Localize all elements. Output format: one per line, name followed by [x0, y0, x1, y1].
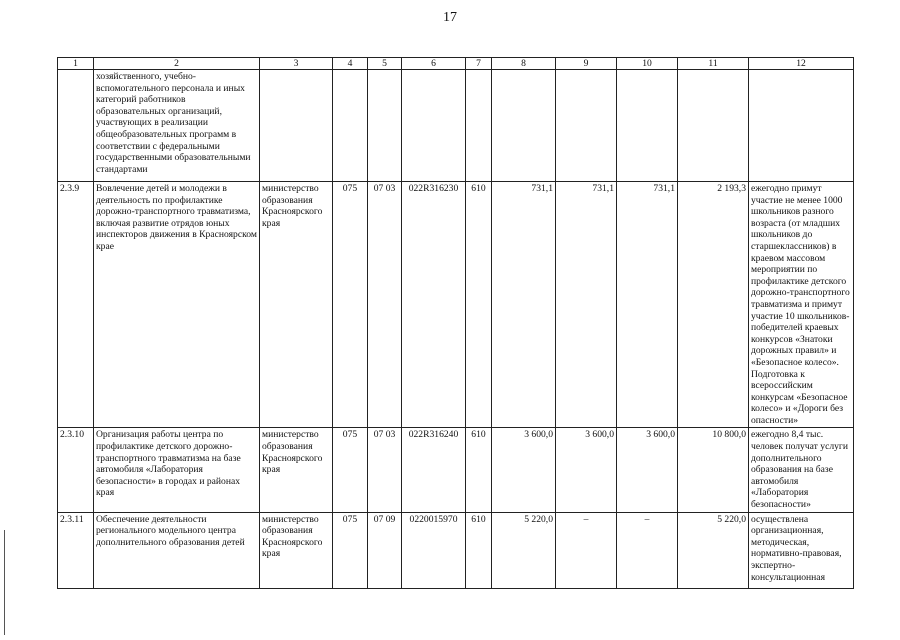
table-row-continuation — [58, 70, 854, 182]
table-row — [58, 182, 854, 428]
cell-year1: 731,1 — [492, 182, 556, 428]
table-row — [58, 428, 854, 512]
column-header: 6 — [402, 58, 466, 70]
cell-name: Обеспечение деятельности регионального модельного центра дополнительного образования детей — [94, 512, 260, 588]
cell-executor: министерство образования Красноярского края — [260, 512, 333, 588]
column-header: 1 — [58, 58, 94, 70]
cell-grbs: 075 — [333, 182, 368, 428]
budget-table — [57, 57, 854, 589]
cell-num: 2.3.11 — [58, 512, 94, 588]
cell-executor: министерство образования Красноярского края — [260, 428, 333, 512]
column-header: 2 — [94, 58, 260, 70]
cell-csr: 022R316240 — [402, 428, 466, 512]
cell-rzpr: 07 03 — [368, 182, 402, 428]
cell-total: 10 800,0 — [678, 428, 749, 512]
cell-name: хозяйственного, учебно-вспомогательного персонала и иных категорий работников образовательных организаций, участвующих в реализации общеобразовательных программ в соответствии с федеральными государственными образовательными стандартами — [94, 70, 260, 182]
table-row — [58, 512, 854, 588]
column-header: 4 — [333, 58, 368, 70]
cell-total: 2 193,3 — [678, 182, 749, 428]
cell-year3: 731,1 — [617, 182, 678, 428]
cell-name: Организация работы центра по профилактике детского дорожно-транспортного травматизма на базе автомобиля «Лаборатория безопасности» в городах и районах края — [94, 428, 260, 512]
cell-year2: 3 600,0 — [556, 428, 617, 512]
cell-csr: 0220015970 — [402, 512, 466, 588]
cell-rzpr: 07 09 — [368, 512, 402, 588]
cell-vr: 610 — [466, 428, 492, 512]
cell-name: Вовлечение детей и молодежи в деятельность по профилактике дорожно-транспортного травматизма, включая развитие отрядов юных инспекторов движения в Красноярском крае — [94, 182, 260, 428]
column-header: 10 — [617, 58, 678, 70]
cell-vr: 610 — [466, 182, 492, 428]
column-header: 12 — [749, 58, 854, 70]
cell-year1: 5 220,0 — [492, 512, 556, 588]
cell-rzpr: 07 03 — [368, 428, 402, 512]
cell-result: ежегодно примут участие не менее 1000 школьников разного возраста (от младших школьников до старшеклассников) в краевом массовом мероприятии по профилактике детского дорожно-транспортного травматизма и примут участие 10 школьников-победителей краевых конкурсов «Знатоки дорожных правил» и «Безопасное колесо». Подготовка к всероссийским конкурсам «Безопасное колесо» и «Дороги без опасности» — [749, 182, 854, 428]
column-header: 11 — [678, 58, 749, 70]
cell-year1: 3 600,0 — [492, 428, 556, 512]
cell-num: 2.3.10 — [58, 428, 94, 512]
cell-csr: 022R316230 — [402, 182, 466, 428]
column-header: 8 — [492, 58, 556, 70]
cell-year2: – — [556, 512, 617, 588]
cell-vr: 610 — [466, 512, 492, 588]
cell-grbs: 075 — [333, 428, 368, 512]
page-number: 17 — [443, 10, 457, 25]
column-header: 9 — [556, 58, 617, 70]
scan-edge-line — [4, 530, 5, 635]
cell-result: осуществлена организационная, методическая, нормативно-правовая, экспертно-консультационная — [749, 512, 854, 588]
cell-result: ежегодно 8,4 тыс. человек получат услуги дополнительного образования на базе автомобиля «Лаборатория безопасности» — [749, 428, 854, 512]
cell-grbs: 075 — [333, 512, 368, 588]
cell-num: 2.3.9 — [58, 182, 94, 428]
cell-year3: – — [617, 512, 678, 588]
cell-year3: 3 600,0 — [617, 428, 678, 512]
column-header: 3 — [260, 58, 333, 70]
column-header: 7 — [466, 58, 492, 70]
cell-year2: 731,1 — [556, 182, 617, 428]
header-row — [58, 58, 854, 70]
cell-executor: министерство образования Красноярского края — [260, 182, 333, 428]
cell-num — [58, 70, 94, 182]
column-header: 5 — [368, 58, 402, 70]
cell-total: 5 220,0 — [678, 512, 749, 588]
